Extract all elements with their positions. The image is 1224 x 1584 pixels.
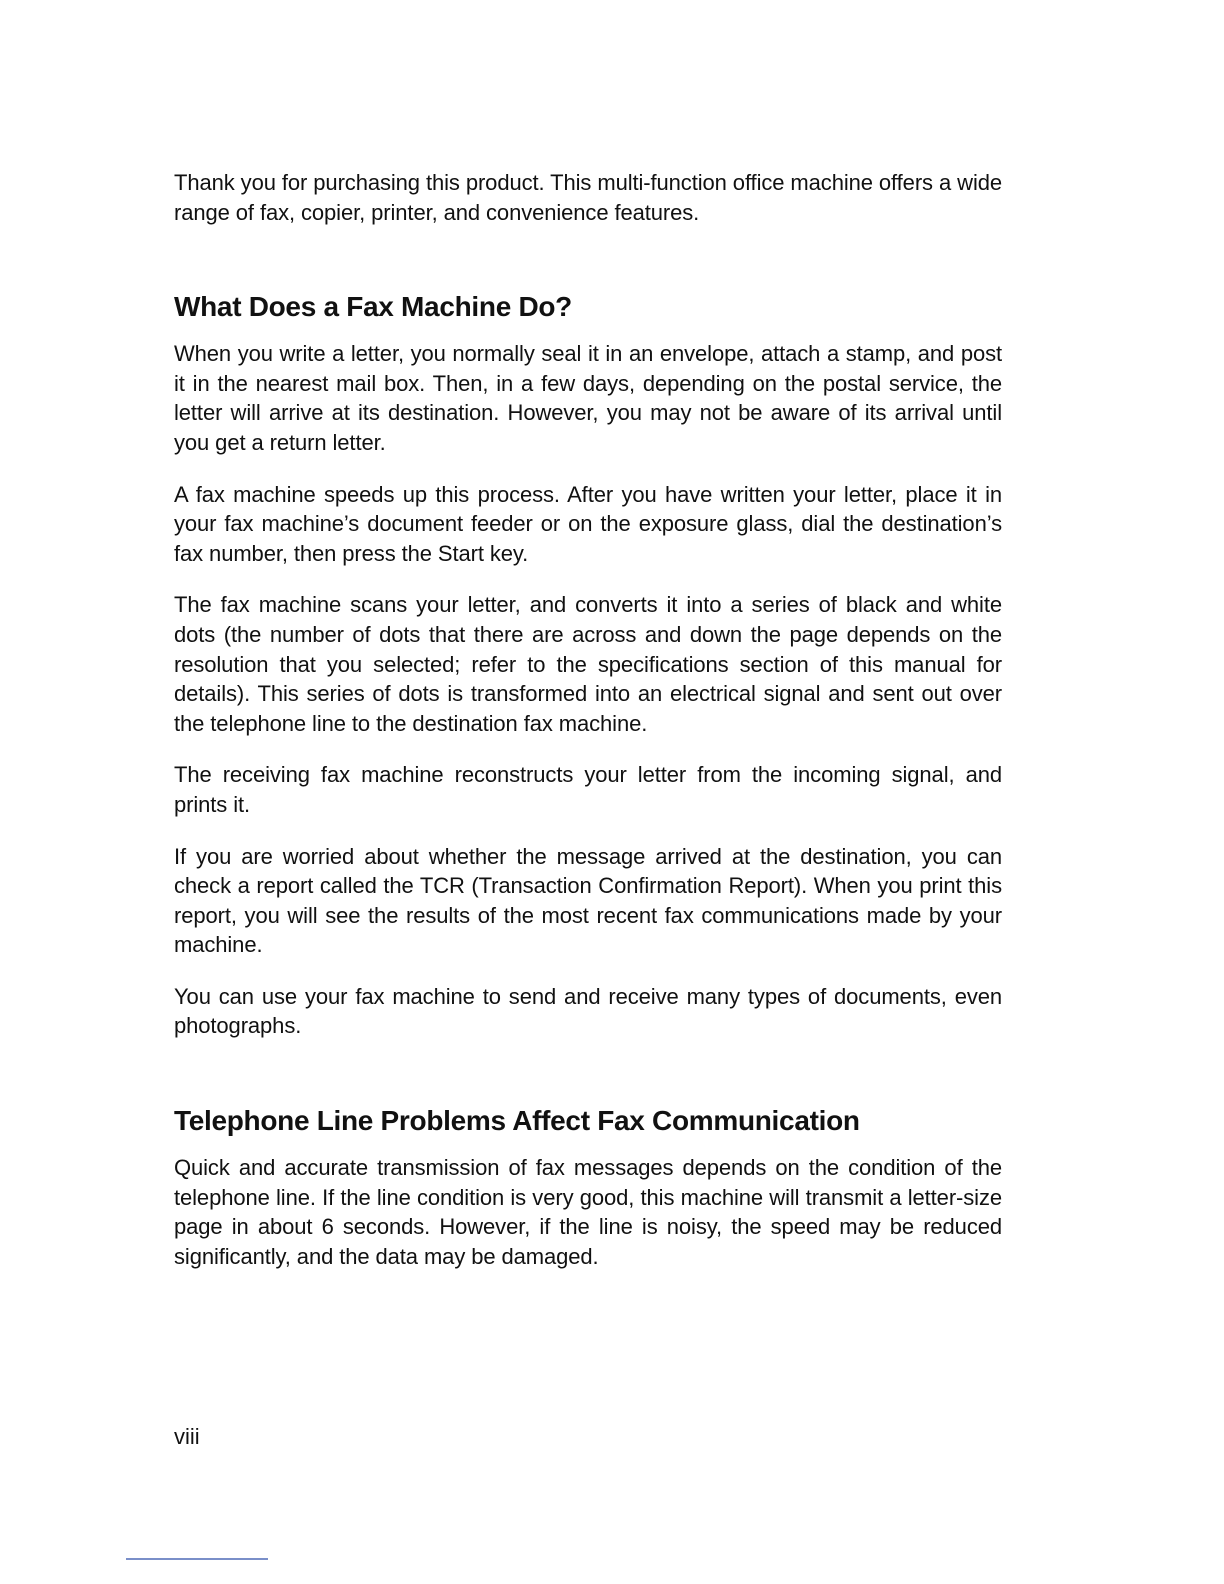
bottom-divider (126, 1558, 268, 1560)
page-number: viii (174, 1424, 200, 1449)
body-paragraph: A fax machine speeds up this process. After you have written your letter, place it in your fax machine’s document feeder or on the exposure glass, dial the destination’s fax number, then press the Start key. (174, 481, 1002, 566)
body-paragraph: The receiving fax machine reconstructs your letter from the incoming signal, and prints it. (174, 762, 1002, 817)
body-paragraph: If you are worried about whether the message arrived at the destination, you can check a report called the TCR (Transaction Confirmation Report). When you print this report, you will see the results of the most recent fax communications made by your machine. (174, 843, 1002, 958)
section-heading-telephone-line: Telephone Line Problems Affect Fax Communication (174, 1105, 860, 1137)
section-heading-fax-machine: What Does a Fax Machine Do? (174, 291, 572, 323)
page-content (174, 168, 1002, 1271)
body-paragraph: The fax machine scans your letter, and converts it into a series of black and white dots (the number of dots that there are across and down the page depends on the resolution that you selected; refer to the specifications section of this manual for details). This series of dots is transformed into an electrical signal and sent out over the telephone line to the destination fax machine. (174, 592, 1002, 736)
body-paragraph: Quick and accurate transmission of fax messages depends on the condition of the telephone line. If the line condition is very good, this machine will transmit a letter-size page in about 6 seconds. However, if the line is noisy, the speed may be reduced significantly, and the data may be damaged. (174, 1155, 1002, 1269)
intro-paragraph: Thank you for purchasing this product. This multi-function office machine offers a wide range of fax, copier, printer, and convenience features. (174, 170, 1002, 225)
body-paragraph: When you write a letter, you normally seal it in an envelope, attach a stamp, and post it in the nearest mail box. Then, in a few days, depending on the postal service, the letter will arrive at its destination. However, you may not be aware of its arrival until you get a return letter. (174, 341, 1002, 455)
body-paragraph: You can use your fax machine to send and receive many types of documents, even photographs. (174, 983, 1002, 1039)
